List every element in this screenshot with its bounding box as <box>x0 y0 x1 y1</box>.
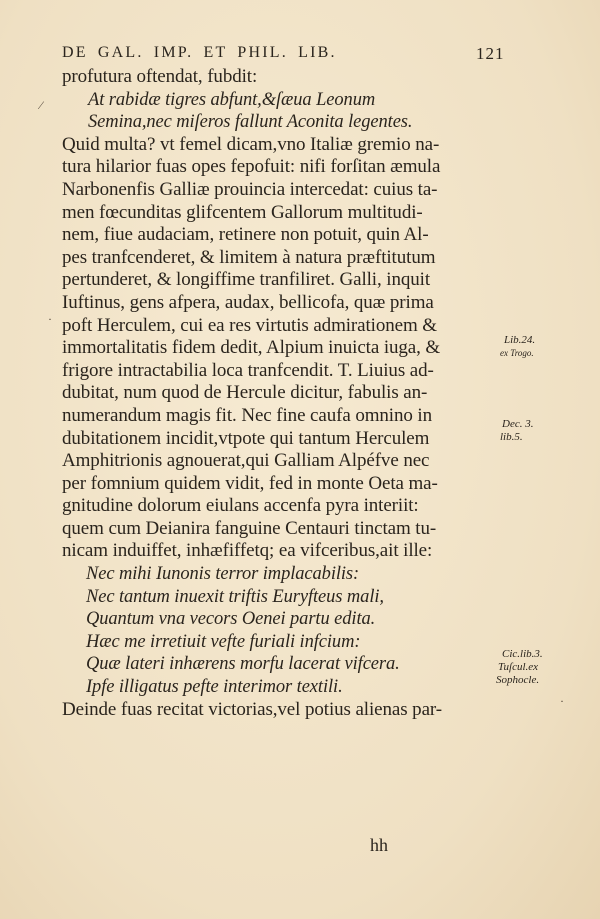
text-line: nem, fiue audaciam, retinere non potuit, quin Al- <box>62 224 429 246</box>
text-line: poft Herculem, cui ea res virtutis admirationem & <box>62 314 437 336</box>
catchword: hh <box>370 835 388 855</box>
marginal-note-justin <box>500 334 595 360</box>
text-line: pertunderet, & longiffime tranfiliret. Galli, inquit <box>62 269 431 291</box>
verse-line: Ipfe illigatus pefte interimor textili. <box>86 677 343 698</box>
text-line: Deinde fuas recitat victorias,vel potius alienas par- <box>62 698 442 720</box>
marginal-mark: · <box>560 694 564 708</box>
text-line: numerandum magis fit. Nec fine caufa omnino in <box>62 404 433 426</box>
verse-line: Semina,nec miſeros fallunt Aconita legentes. <box>88 112 413 133</box>
page-number: 121 <box>476 44 505 63</box>
marginal-note-line: Lib.24. <box>504 334 536 346</box>
text-line: frigore intractabilia loca tranfcendit. T. Liuius ad- <box>62 359 434 381</box>
marginal-note-line: Tuſcul.ex <box>498 661 539 673</box>
text-block <box>62 66 512 721</box>
text-line: Narbonenfis Galliæ prouincia intercedat: cuius ta- <box>62 178 438 200</box>
verse-line: At rabidæ tigres abfunt,&ſæua Leonum <box>88 89 376 110</box>
running-title: DE GAL. IMP. ET PHIL. LIB. <box>62 44 337 61</box>
marginal-note-line: lib.5. <box>500 431 523 443</box>
text-line: dubitationem incidit,vtpote qui tantum Herculem <box>62 427 430 449</box>
text-line: Quid multa? vt femel dicam,vno Italiæ gremio na- <box>62 133 440 155</box>
marginal-note-line: ex Trogo. <box>500 348 534 358</box>
text-line: tura hilarior fuas opes fepofuit: nifi forſitan æmula <box>62 156 441 178</box>
text-line: pes tranfcenderet, & limitem à natura præftitutum <box>62 246 436 268</box>
text-line: Amphitrionis agnouerat,qui Galliam Alpéfve nec <box>62 450 430 472</box>
verse-line: Quæ lateri inhærens morfu lacerat vifcera. <box>86 654 400 675</box>
verse-line: Hæc me irretiuit vefte furiali infcium: <box>86 631 361 652</box>
text-line: quem cum Deianira fanguine Centauri tinctam tu- <box>62 517 437 539</box>
text-line: dubitat, num quod de Hercule dicitur, fabulis an- <box>62 382 428 404</box>
text-line: gnitudine dolorum eiulans accenfa pyra interiit: <box>62 495 419 517</box>
text-line: Iuftinus, gens afpera, audax, bellicofa, quæ prima <box>62 291 434 313</box>
verse-line: Quantum vna vecors Oenei partu edita. <box>86 609 376 630</box>
verse-line: Nec mihi Iunonis terror implacabilis: <box>86 564 360 585</box>
verse-line: Nec tantum inuexit triftis Euryfteus mali, <box>86 586 384 607</box>
marginal-note-line: Cic.lib.3. <box>502 648 543 660</box>
marginal-note-line: Dec. 3. <box>502 418 534 430</box>
marginal-note-livy <box>500 418 595 444</box>
marginal-mark: · <box>48 312 52 326</box>
marginal-mark: ⁄ <box>40 98 43 112</box>
text-line: nicam induiffet, inhæfiffetq; ea vifceribus,ait ille: <box>62 540 433 562</box>
text-line: per fomnium quidem vidit, fed in monte Oeta ma- <box>62 472 438 494</box>
marginal-note-cicero <box>496 648 591 687</box>
text-line: men fœcunditas glifcentem Gallorum multitudi- <box>62 201 423 223</box>
marginal-note-line: Sophocle. <box>496 674 540 686</box>
text-line: immortalitatis fidem dedit, Alpium inuicta iuga, & <box>62 337 441 359</box>
text-line: profutura oftendat, fubdit: <box>62 66 258 87</box>
